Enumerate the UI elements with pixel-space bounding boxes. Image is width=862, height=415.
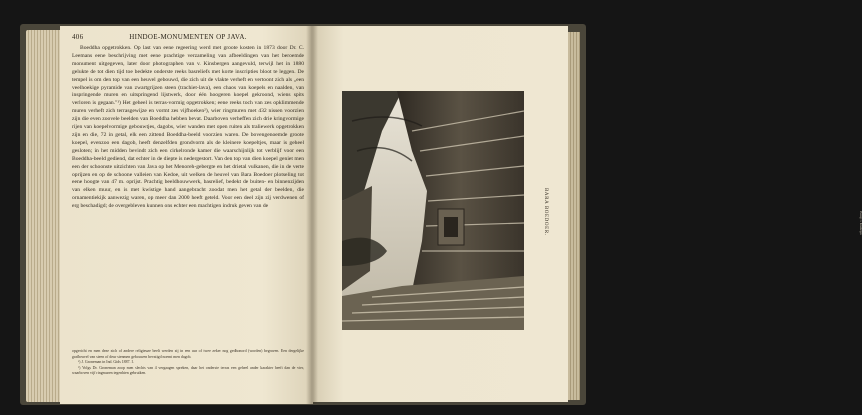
footnote-continuation: opgericht en men deze zich of andere religieuze beelt werden zij in een uur of twee zeker nog gedhonord (worden) begraven. Een dergelijke grafheuvel van steen of deur stenmen gebouwen bevatigd noemt men dagob.	[72, 349, 304, 359]
photo-caption: BARA BOEDOER.	[543, 188, 548, 236]
photo-credit: Photogr. v. Kinsbergen	[859, 211, 862, 235]
body-paragraph: Boeddha opgetrokken. Op last van eene regeering werd met groote kosten in 1873 door Dr. C. Leemans eene beschrijving met eene prachtige verzameling van afbeeldingen van het beroemde monument uitgegeven, later door photographen van v. Kinsbergen aangevuld, terwijl het in 1880 gelukte de tot dien tijd toe bedekte onderste reeks basreliefs met korte inscripties bloot te leggen. De tempel is om den top van een heuvel gebouwd, die zich uit de vlakte verheft en vertoont zich als „een veelhoekige pyramide van zwartgrijzen steen (trachiet-lava), een chaos van koepels en naalden, van inspringende muren en uitspringend lijstwerk, door één hoogeren koepel gekroond, wiens spits verloren is gegaan."¹) Het geheel is terras-vormig opgetrokken; eene reeks toch van zes opklimmende muren verheft zich terrasgewijze en vormt zes vijfhoeken²), wier ringmuren met 432 nissen voorzien zijn die even zoovele beelden van Boeddha hebben bevat. Daarboven verheffen zich drie kringvormige rijen van koepelvormige gebouwtjes, dagobs, wier wanden met open ruiten als traliewerk opgetrokken zijn en die, 72 in getal, elk een zittend Boeddha-beeld voorzien waren. De bovengenoemde groote koepel, evenzoo een dagob, heeft denzelfden grondvorm als de kleinere koepeltjes, maar is geheel gesloten; in het midden bevindt zich een cirkelronde kamer die waarschijnlijk tot verblijf voor een Boeddha-beeld gediend, dat echter in de diepte is nedergestort. Van den top van dien koepel geniet men een der schoonste uitzichten van Java op het Menoreh-gebergte en het drietal vulkanen, die in de verte oprijzen en op de schoone valleien van Kedoe, uit welken de heuvel van Bara Boedoer plotseling tot eene hoogte van 47 m. oprijst. Prachtig beeldhouwwerk, basrelief, bedekt de buiten- en binnenzijden van elken muur, en is met kwistige hand aangebracht zoodat men het getal der beelden, die ornamentiekijk aanwezig waren, op meer dan 2000 heeft geteld. Voor een deel zijn zij verdwenen of erg beschadigd; de overgebleven kunnen ons echter een machtigen indruk geven van de	[72, 45, 304, 210]
footnotes	[72, 349, 304, 399]
book-gutter	[306, 26, 318, 404]
footnote-2: ²) Volgs Dr. Groneman zoop men slechts van 4 vergaagen spreken, daar het onderste terras een geheel ander karakter heeft dan de vier, waarboven vijf ringmuren tegenhien gebruiken.	[72, 365, 304, 376]
temple-photo-illustration	[342, 91, 524, 330]
page-header	[72, 33, 304, 43]
footnote-1: ¹) J. Groneman in Ind. Gids 1887. I.	[78, 360, 134, 365]
running-head: HINDOE-MONUMENTEN OP JAVA.	[129, 33, 247, 41]
page-number: 406	[72, 33, 84, 41]
page-edges-left	[26, 30, 62, 402]
